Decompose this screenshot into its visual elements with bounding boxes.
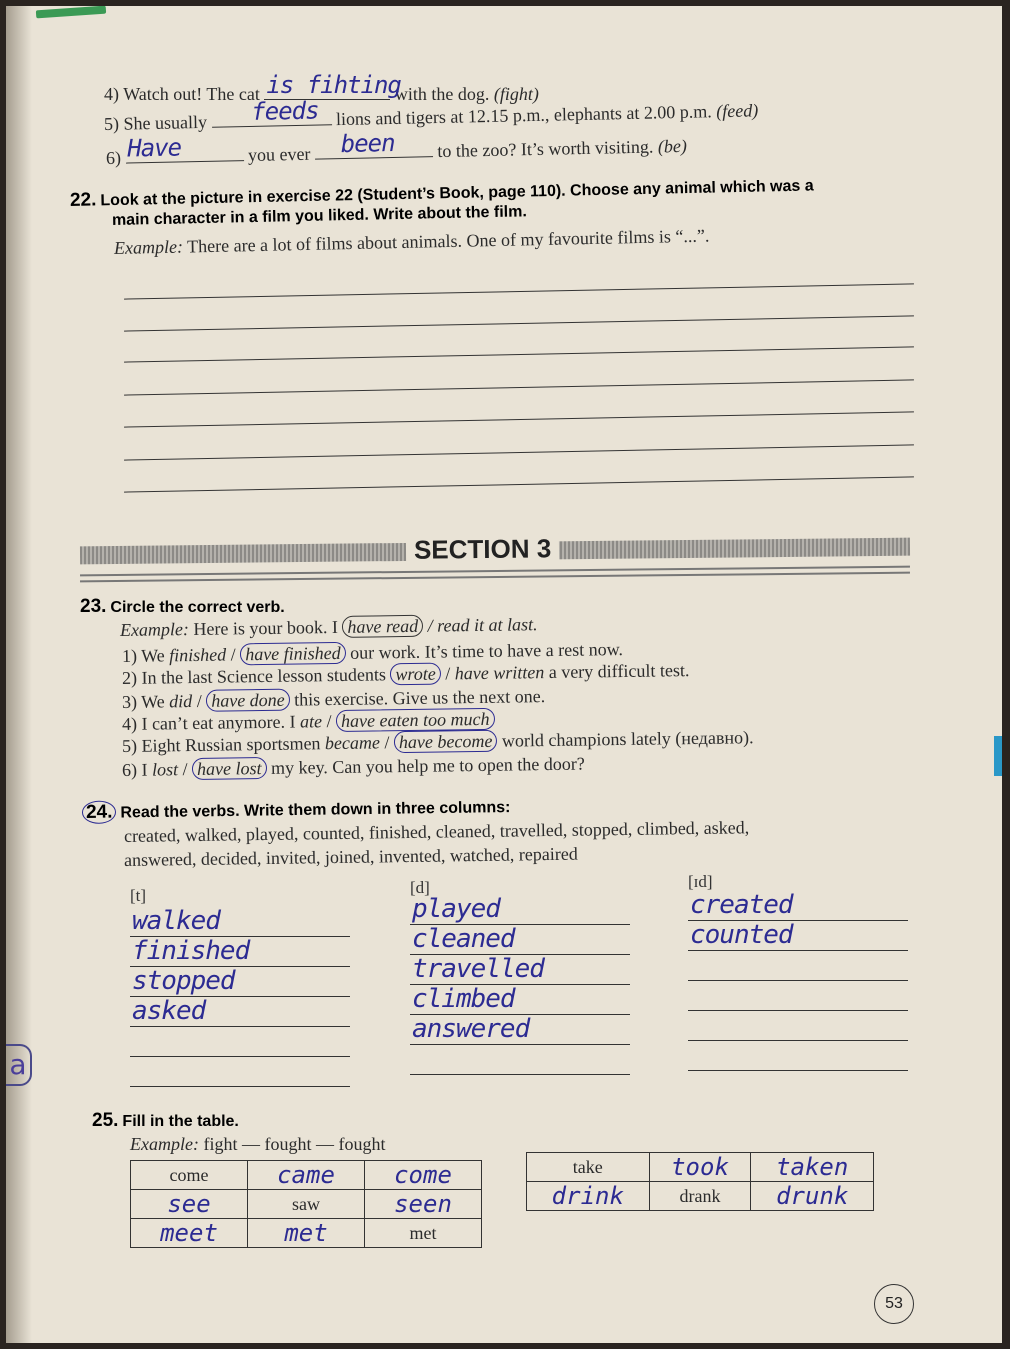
column-header: [ɪd] [688,872,713,891]
verb-form-cell[interactable]: met [248,1219,365,1248]
verb-option[interactable]: have become [394,730,498,753]
verb-form-cell: come [131,1161,248,1190]
writing-line[interactable] [124,346,914,362]
writing-line[interactable] [124,379,914,395]
ex22-example: Example: There are a lot of films about animals. One of my favourite films is “...”. [113,225,710,258]
verb-form-cell[interactable]: drink [527,1182,650,1211]
item-number: 4) [121,713,138,734]
writing-line[interactable] [124,315,914,331]
verb-form-cell[interactable]: meet [131,1219,248,1248]
page-number: 53 [874,1284,914,1324]
verb-option[interactable]: ate [299,711,323,732]
answer-blank[interactable]: is fihting [266,71,401,99]
handwritten-verb: cleaned [412,924,515,954]
verb-option[interactable]: have eaten too much [336,708,495,732]
verb-option[interactable]: have done [206,689,290,712]
verb-form-cell[interactable]: seen [365,1190,482,1219]
ex21-item5: 5) She usually feeds lions and tigers at 12.15 p.m., elephants at 2.00 p.m. (feed) [103,96,759,134]
answer-line[interactable] [688,1070,908,1071]
handwritten-verb: answered [412,1014,530,1044]
verb-form-cell: take [527,1153,650,1182]
answer-line[interactable] [410,1044,630,1045]
verb-option[interactable]: finished [169,644,227,666]
item-text: We [141,691,165,712]
handwritten-verb: created [690,890,793,920]
table-row [131,1219,482,1248]
item-number: 2) [121,667,138,688]
handwritten-verb: climbed [412,984,515,1014]
item-text: In the last Science lesson students [141,664,387,688]
item-text: world champions lately (недавно). [501,727,754,751]
verb-form-cell: met [365,1219,482,1248]
answer-line[interactable] [688,1010,908,1011]
ex23-heading: 23. Circle the correct verb. [80,596,285,617]
answer-blank[interactable]: Have [126,160,244,163]
item-text: this exercise. Give us the next one. [294,686,546,710]
verb-option[interactable]: have written [454,662,545,684]
verb-form-cell: drank [649,1182,751,1211]
handwritten-verb: asked [132,996,206,1026]
column-header: [d] [410,878,430,897]
handwritten-verb: played [412,894,500,924]
verb-forms-table-right [526,1152,874,1211]
answer-line[interactable] [410,1074,630,1075]
page-binding-shadow [6,6,32,1343]
ex23-item: 2) In the last Science lesson students wrote / have written a very difficult test. [121,660,690,688]
writing-line[interactable] [124,283,914,299]
ex24-verbs-line1: created, walked, played, counted, finished, cleaned, travelled, stopped, climbed, asked, [123,817,750,846]
handwritten-verb: travelled [412,954,544,984]
ex23-item: 4) I can’t eat anymore. I ate / have eaten too much [122,709,495,735]
verb-form-cell[interactable]: taken [751,1153,874,1182]
writing-line[interactable] [124,476,914,492]
verb-form-cell[interactable]: drunk [751,1182,874,1211]
item-number: 5) [121,735,138,756]
table-row [131,1190,482,1219]
ex22-heading-line2: main character in a film you liked. Write about the film. [111,203,527,229]
verb-form-cell[interactable]: took [649,1153,751,1182]
ex24-heading: 24. Read the verbs. Write them down in three columns: [82,796,511,824]
ex21-item4: 4) Watch out! The cat is fihting with the dog. (fight) [104,71,539,104]
answer-line[interactable] [130,1056,350,1057]
side-sticker [994,736,1002,776]
section-title: SECTION 3 [406,533,560,566]
bookmark-tab [36,6,106,18]
margin-label: a [6,1044,32,1086]
answer-line[interactable] [130,1026,350,1027]
item-text: I [141,759,148,780]
verb-option[interactable]: lost [151,759,179,780]
answer-blank[interactable]: feeds [212,124,332,128]
ex22-heading: 22. Look at the picture in exercise 22 (Student’s Book, page 110). Choose any animal which was a [69,177,814,211]
table-row [527,1182,874,1211]
workbook-page [6,6,1002,1343]
verb-option[interactable]: did [169,691,193,712]
verb-option[interactable]: have finished [240,642,346,665]
verb-form-cell[interactable]: come [365,1161,482,1190]
writing-line[interactable] [124,411,914,427]
item-number: 1) [121,645,138,666]
verb-forms-table-left [130,1160,482,1248]
item-text: a very difficult test. [548,660,690,683]
circled-option: have read [342,615,423,638]
item-number: 6) [121,759,138,780]
item-text: my key. Can you help me to open the door? [270,753,585,778]
handwritten-verb: finished [132,936,250,966]
answer-line[interactable] [688,950,908,951]
ex21-item6: 6) Have you ever been to the zoo? It’s worth visiting. (be) [105,128,688,168]
item-text: our work. It’s time to have a rest now. [350,639,624,663]
ex23-item: 1) We finished / have finished our work. It’s time to have a rest now. [121,639,624,666]
column-header: [t] [130,886,147,905]
verb-form-cell[interactable]: see [131,1190,248,1219]
answer-line[interactable] [688,980,908,981]
item-text: I can’t eat anymore. I [141,711,296,734]
handwritten-verb: stopped [132,966,235,996]
item-number: 3) [121,691,138,712]
item-text: We [141,645,165,666]
writing-line[interactable] [124,444,914,460]
ex24-verbs-line2: answered, decided, invited, joined, invented, watched, repaired [123,843,578,870]
ex23-item: 5) Eight Russian sportsmen became / have become world champions lately (недавно). [121,727,754,756]
ex23-example: Example: Here is your book. I have read / read it at last. [119,614,538,640]
ex25-example: Example: fight — fought — fought [130,1134,386,1154]
verb-option[interactable]: have lost [192,757,267,780]
ex23-item: 6) I lost / have lost my key. Can you help me to open the door? [121,753,585,780]
ex23-item: 3) We did / have done this exercise. Give us the next one. [121,686,546,712]
answer-line[interactable] [688,1040,908,1041]
verb-option[interactable]: became [324,732,381,754]
table-row [527,1153,874,1182]
ex25-heading: 25. Fill in the table. [92,1110,239,1131]
handwritten-verb: counted [690,920,793,950]
verb-form-cell[interactable]: came [248,1161,365,1190]
item-text: Eight Russian sportsmen [141,733,321,756]
answer-line[interactable] [130,1086,350,1087]
answer-blank[interactable]: been [315,156,433,159]
handwritten-verb: walked [132,906,220,936]
table-row [131,1161,482,1190]
verb-option[interactable]: wrote [390,663,441,686]
verb-form-cell: saw [248,1190,365,1219]
